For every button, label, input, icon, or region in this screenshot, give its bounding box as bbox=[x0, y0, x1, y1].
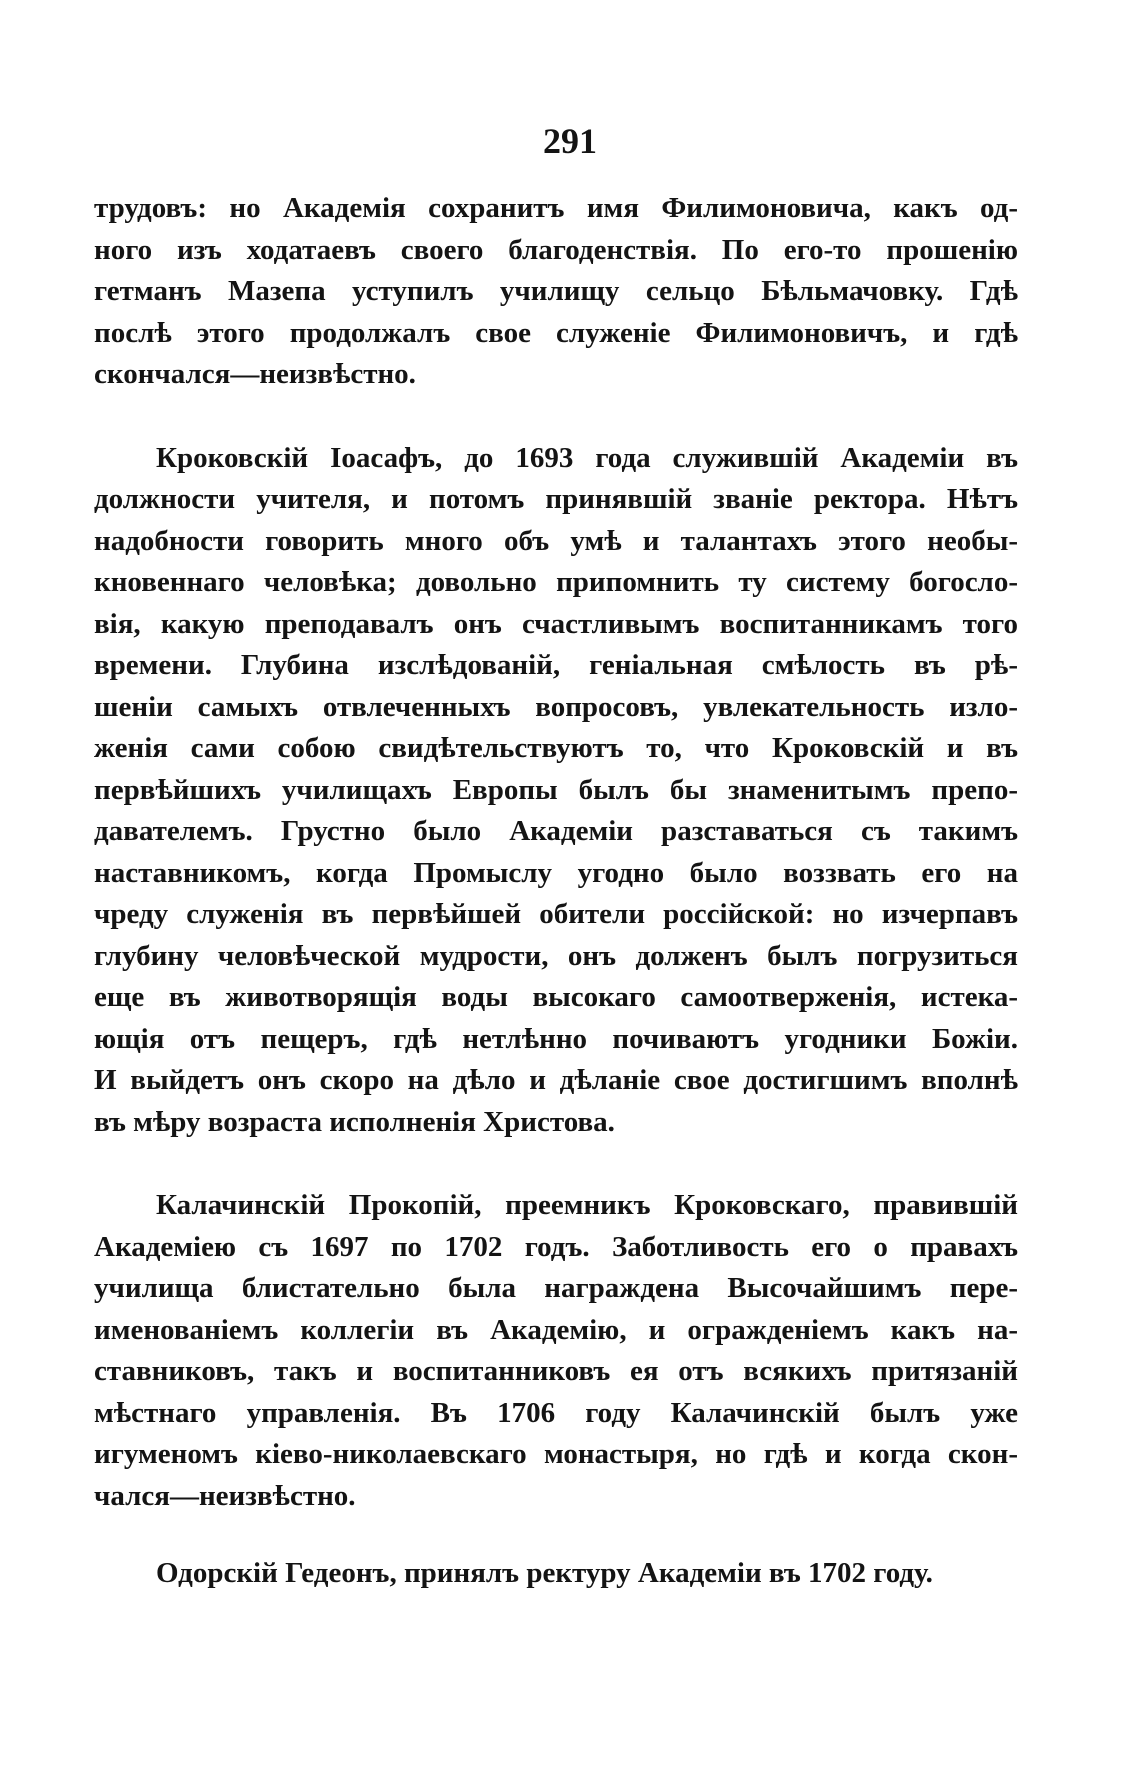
text-line: И выйдетъ онъ скоро на дѣло и дѣланіе свое достигшимъ вполнѣ bbox=[94, 1064, 1018, 1096]
text-line: первѣйшихъ училищахъ Европы былъ бы знаменитымъ препо- bbox=[94, 773, 1018, 806]
text-line: женія сами собою свидѣтельствуютъ то, что Кроковскій и въ bbox=[94, 732, 1018, 764]
text-line: Одорскій Гедеонъ, принялъ ректуру Академіи въ 1702 году. bbox=[156, 1557, 933, 1589]
text-line: наставникомъ, когда Промыслу угодно было воззвать его на bbox=[94, 856, 1018, 889]
paragraph-gap bbox=[94, 1517, 1018, 1553]
text-line: чался—неизвѣстно. bbox=[94, 1479, 356, 1512]
text-line: вія, какую преподавалъ онъ счастливымъ воспитанникамъ того bbox=[94, 607, 1018, 640]
text-line: должности учителя, и потомъ принявшій званіе ректора. Нѣтъ bbox=[94, 483, 1018, 515]
text-line: трудовъ: но Академія сохранитъ имя Филимоновича, какъ од- bbox=[94, 192, 1018, 224]
text-line: чреду служенія въ первѣйшей обители россійской: но изчерпавъ bbox=[94, 898, 1018, 930]
text-line: шеніи самыхъ отвлеченныхъ вопросовъ, увлекательность изло- bbox=[94, 690, 1018, 723]
text-line: скончался—неизвѣстно. bbox=[94, 358, 416, 390]
text-line: именованіемъ коллегіи въ Академію, и огражденіемъ какъ на- bbox=[94, 1313, 1018, 1346]
text-line: ющія отъ пещеръ, гдѣ нетлѣнно почиваютъ угодники Божіи. bbox=[94, 1022, 1018, 1055]
text-line: ставниковъ, такъ и воспитанниковъ ея отъ всякихъ притязаній bbox=[94, 1355, 1018, 1387]
text-line: еще въ животворящія воды высокаго самоотверженія, истека- bbox=[94, 981, 1018, 1013]
page-number: 291 bbox=[543, 121, 597, 161]
text-line: Кроковскій Іоасафъ, до 1693 года служившій Академіи въ bbox=[156, 441, 1018, 474]
text-line: Калачинскій Прокопій, преемникъ Кроковскаго, правившій bbox=[156, 1189, 1018, 1221]
paragraph-odorsky bbox=[94, 1553, 1018, 1595]
body-text bbox=[94, 188, 1018, 1595]
text-line: глубину человѣческой мудрости, онъ долженъ былъ погрузиться bbox=[94, 939, 1018, 972]
text-line: давателемъ. Грустно было Академіи разставаться съ такимъ bbox=[94, 815, 1018, 847]
paragraph-krokovsky bbox=[94, 438, 1018, 1144]
text-line: мѣстнаго управленія. Въ 1706 году Калачинскій былъ уже bbox=[94, 1396, 1018, 1429]
text-line: времени. Глубина изслѣдованій, геніальная смѣлость въ рѣ- bbox=[94, 649, 1018, 681]
text-line: послѣ этого продолжалъ свое служеніе Филимоновичъ, и гдѣ bbox=[94, 316, 1018, 349]
text-line: училища блистательно была награждена Высочайшимъ пере- bbox=[94, 1272, 1018, 1304]
paragraph-gap bbox=[94, 1143, 1018, 1185]
text-line: кновеннаго человѣка; довольно припомнить ту систему богосло- bbox=[94, 566, 1018, 598]
text-line: надобности говорить много объ умѣ и талантахъ этого необы- bbox=[94, 524, 1018, 557]
text-line: ного изъ ходатаевъ своего благоденствія. По его-то прошенію bbox=[94, 233, 1018, 266]
paragraph-gap bbox=[94, 396, 1018, 438]
text-line: гетманъ Мазепа уступилъ училищу сельцо Бѣльмачовку. Гдѣ bbox=[94, 275, 1018, 307]
text-line: въ мѣру возраста исполненія Христова. bbox=[94, 1105, 615, 1138]
text-line: игуменомъ кіево-николаевскаго монастыря, но гдѣ и когда скон- bbox=[94, 1438, 1018, 1470]
text-line: Академіею съ 1697 по 1702 годъ. Заботливость его о правахъ bbox=[94, 1230, 1018, 1263]
paragraph-filimonovich bbox=[94, 188, 1018, 396]
paragraph-kalachinsky bbox=[94, 1185, 1018, 1517]
